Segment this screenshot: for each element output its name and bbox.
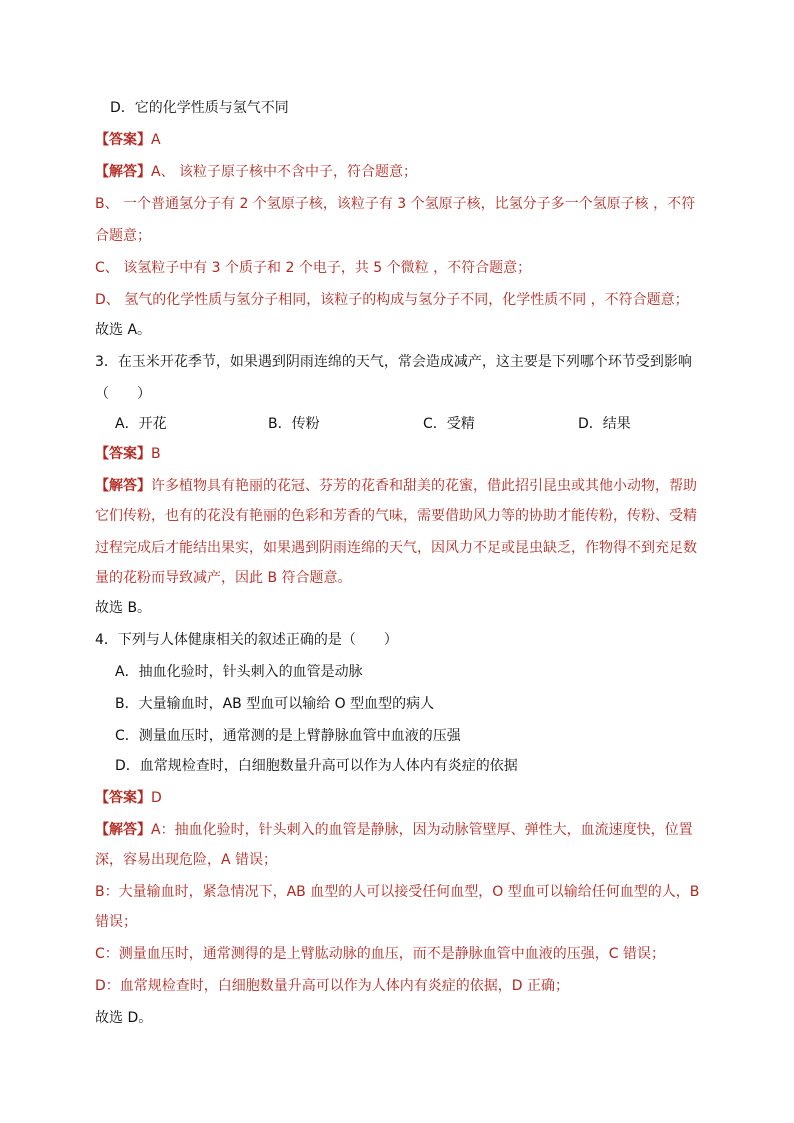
answer-value: A (151, 132, 161, 148)
analysis-label: 【解答】 (95, 478, 151, 494)
q3-conclusion: 故选 B。 (95, 600, 152, 616)
analysis-text: A：抽血化验时，针头刺入的血管是静脉，因为动脉管壁厚、弹性大，血流速度快，位置 (151, 822, 693, 838)
q2-answer (95, 130, 161, 150)
analysis-text: 许多植物具有艳丽的花冠、芬芳的花香和甜美的花蜜，借此招引昆虫或其他小动物，帮助 (151, 478, 697, 494)
analysis-label: 【解答】 (95, 164, 151, 180)
q4-analysis-line (95, 820, 693, 840)
answer-value: D (151, 790, 162, 806)
q3-analysis-line: 它们传粉，也有的花没有艳丽的色彩和芳香的气味，需要借助风力等的协助才能传粉，传粉、受精 (95, 508, 697, 524)
q2-analysis-line (95, 162, 417, 182)
q3-analysis-line: 过程完成后才能结出果实，如果遇到阴雨连绵的天气，因风力不足或昆虫缺乏，作物得不到充足数 (95, 540, 697, 556)
answer-label: 【答案】 (95, 446, 151, 462)
answer-label: 【答案】 (95, 790, 151, 806)
q3-option-d: D．结果 (578, 416, 631, 432)
q4-option-a: A．抽血化验时，针头刺入的血管是动脉 (115, 664, 363, 680)
answer-value: B (151, 446, 161, 462)
q3-analysis-line: 量的花粉而导致减产，因此 B 符合题意。 (95, 570, 352, 586)
q3-analysis-line (95, 476, 697, 496)
q3-answer (95, 444, 161, 464)
q4-analysis-line: 错误； (95, 914, 137, 930)
q3-stem: 3．在玉米开花季节，如果遇到阴雨连绵的天气，常会造成减产，这主要是下列哪个环节受到影响 (95, 354, 692, 370)
answer-label: 【答案】 (95, 132, 151, 148)
q4-analysis-line: C：测量血压时，通常测得的是上臂肱动脉的血压，而不是静脉血管中血液的压强，C 错误； (95, 946, 665, 962)
analysis-label: 【解答】 (95, 822, 151, 838)
q3-option-a: A．开花 (115, 416, 167, 432)
q4-conclusion: 故选 D。 (95, 1010, 153, 1026)
q4-stem: 4．下列与人体健康相关的叙述正确的是（ ） (95, 632, 398, 648)
q2-option-d: D．它的化学性质与氢气不同 (110, 100, 289, 116)
q2-analysis-line: 合题意； (95, 228, 151, 244)
q2-analysis-line: C、 该氢粒子中有 3 个质子和 2 个电子，共 5 个微粒 ，不符合题意； (95, 260, 532, 276)
q4-analysis-line: B：大量输血时，紧急情况下，AB 血型的人可以接受任何血型，O 型血可以输给任何血型的人，B (95, 884, 700, 900)
q4-option-c: C．测量血压时，通常测的是上臂静脉血管中血液的压强 (115, 728, 461, 744)
q4-analysis-line: D：血常规检查时，白细胞数量升高可以作为人体内有炎症的依据，D 正确； (95, 978, 570, 994)
q2-analysis-line: B、 一个普通氢分子有 2 个氢原子核，该粒子有 3 个氢原子核，比氢分子多一个氢原子核 ，不符 (95, 196, 696, 212)
q3-option-b: B．传粉 (268, 416, 320, 432)
q4-answer (95, 788, 162, 808)
q4-option-d: D．血常规检查时，白细胞数量升高可以作为人体内有炎症的依据 (115, 758, 518, 774)
q2-analysis-line: D、 氢气的化学性质与氢分子相同，该粒子的构成与氢分子不同，化学性质不同 ，不符合题意； (95, 292, 689, 308)
analysis-text: A、 该粒子原子核中不含中子，符合题意； (151, 164, 418, 180)
q2-conclusion: 故选 A。 (95, 322, 152, 338)
q4-analysis-line: 深，容易出现危险，A 错误； (95, 852, 278, 868)
q4-option-b: B．大量输血时，AB 型血可以输给 O 型血型的病人 (115, 696, 435, 712)
q3-option-c: C．受精 (423, 416, 475, 432)
q3-stem-blank: （ ） (95, 386, 151, 402)
